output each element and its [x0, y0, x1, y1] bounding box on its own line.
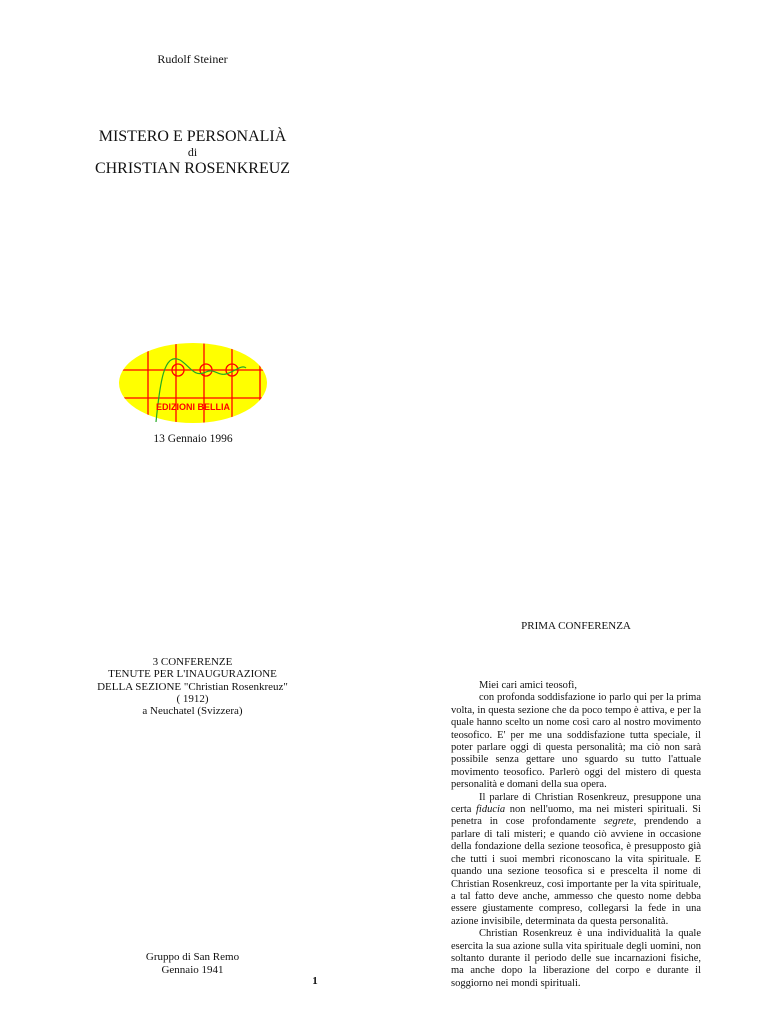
title-connector: di [187, 145, 198, 160]
paragraph-2-part-a: Il parlare di Christian Rosenkreuz, presuppone una certa [451, 791, 701, 816]
publisher-logo [118, 342, 268, 424]
emphasis-segrete: segrete [603, 816, 634, 828]
paragraph-2 [451, 792, 701, 928]
page-number: 1 [312, 975, 318, 987]
paragraph-2-part-b: non nell'uomo, ma nei misteri spirituali. Si penetra in cose profondamente [451, 804, 701, 828]
emphasis-fiducia: fiducia [476, 804, 506, 816]
lecture-body [451, 680, 701, 990]
group-info [110, 951, 275, 976]
paragraph-1: con profonda soddisfazione io parlo qui per la prima volta, in questa sezione che da poco tempo è attiva, e per la quale hanno scelto un nome così caro al nostro movimento teosofico. E' per me una soddisfazione tutta speciale, il poter parlare oggi di questa personalità; ma ciò non sarà possibile senza gettare uno sguardo su tutto l'attuale movimento teosofico. Parlerò oggi del mistero di questa personalità e domani della sua opera. [451, 692, 701, 791]
paragraph-2-part-c: , prendendo a parlare di tali misteri; e quando ciò avviene in occasione della fondazione della sezione teosofica, è presupposto già che tutti i suoi membri riconoscano la vita spirituale. E quando una sezione teosofica si e prescelta il nome di Christian Rosenkreuz, così importante per la vita spirituale, a tal fatto deve anche, ammesso che questo nome debba essere giustamente compreso, collegarsi la fede in una azione invisibile, determinata da questa personalità. [451, 816, 701, 927]
conferences-info [80, 656, 305, 718]
conferences-line: DELLA SEZIONE "Christian Rosenkreuz" [97, 680, 288, 693]
section-heading: PRIMA CONFERENZA [521, 620, 631, 632]
book-title [60, 128, 325, 179]
publication-date: 13 Gennaio 1996 [153, 433, 233, 445]
paragraph-3: Christian Rosenkreuz è una individualità la quale esercita la sua azione sulla vita spirituale degli uomini, non soltanto durante il periodo delle sue incarnazioni fisiche, ma anche dopo la liberazione del corpo e durante il soggiorno nei mondi spirituali. [451, 928, 701, 989]
title-line-1: MISTERO E PERSONALIÀ [98, 128, 287, 145]
conferences-line: 3 CONFERENZE [152, 656, 233, 668]
title-line-2: CHRISTIAN ROSENKREUZ [94, 160, 291, 178]
salutation: Miei cari amici teosofi, [479, 680, 577, 691]
conferences-line: TENUTE PER L'INAUGURAZIONE [108, 668, 277, 681]
author-name: Rudolf Steiner [157, 52, 228, 66]
group-name: Gruppo di San Remo [145, 951, 240, 963]
conferences-line: ( 1912) [176, 692, 209, 705]
conferences-line: a Neuchatel (Svizzera) [142, 705, 243, 718]
group-date: Gennaio 1941 [161, 963, 224, 976]
logo-text: EDIZIONI BELLIA [156, 402, 230, 412]
